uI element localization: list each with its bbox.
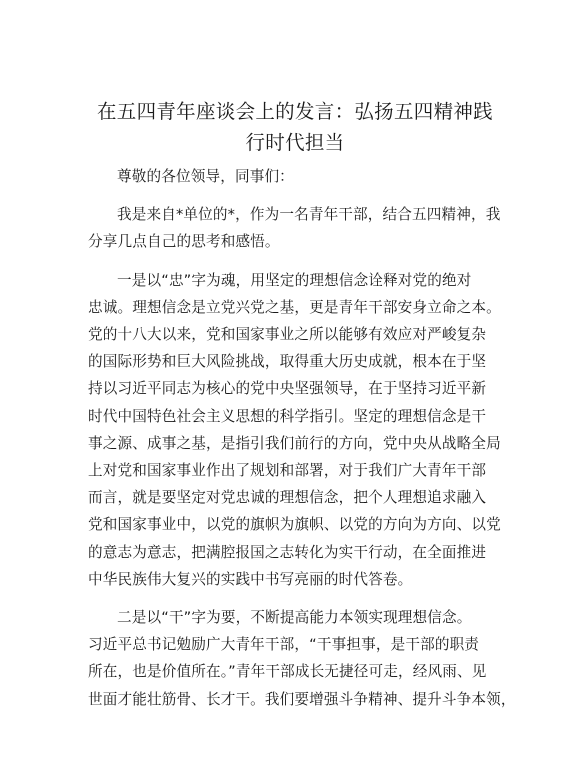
point-one-paragraph xyxy=(88,267,508,593)
paragraph-line: 的意志为意志，把满腔报国之志转化为实干行动，在全面推进 xyxy=(88,543,487,561)
paragraph-line: 持以习近平同志为核心的党中央坚强领导，在于坚持习近平新 xyxy=(88,380,487,398)
paragraph-line: 世面才能壮筋骨、长才干。我们要增强斗争精神、提升斗争本领， xyxy=(88,690,516,708)
salutation-paragraph xyxy=(88,163,508,190)
paragraph-line: 党和国家事业中，以党的旗帜为旗帜、以党的方向为方向、以党 xyxy=(88,516,501,534)
paragraph-line: 忠诚。理想信念是立党兴党之基，更是青年干部安身立命之本。 xyxy=(88,298,501,316)
paragraph-line: 我是来自*单位的*，作为一名青年干部，结合五四精神，我 xyxy=(117,206,501,224)
paragraph-line: 习近平总书记勉励广大青年干部，“干事担事，是干部的职责 xyxy=(88,636,480,654)
paragraph-line: 尊敬的各位领导，同事们： xyxy=(117,168,294,185)
paragraph-line: 中华民族伟大复兴的实践中书写亮丽的时代答卷。 xyxy=(88,570,413,588)
title-line: 在五四青年座谈会上的发言：弘扬五四精神践 xyxy=(96,100,493,123)
paragraph-line: 二是以“干”字为要，不断提高能力本领实现理想信念。 xyxy=(117,609,472,627)
point-two-paragraph xyxy=(88,604,516,713)
paragraph-line: 而言，就是要坚定对党忠诚的理想信念，把个人理想追求融入 xyxy=(88,489,487,507)
paragraph-line: 事之源、成事之基，是指引我们前行的方向，党中央从战略全局 xyxy=(88,434,501,452)
title-line: 行时代担当 xyxy=(245,131,345,154)
paragraph-line: 时代中国特色社会主义思想的科学指引。坚定的理想信念是干 xyxy=(88,407,487,425)
paragraph-line: 党的十八大以来，党和国家事业之所以能够有效应对严峻复杂 xyxy=(88,326,487,344)
paragraph-line: 一是以“忠”字为魂，用坚定的理想信念诠释对党的绝对 xyxy=(117,271,472,289)
paragraph-line: 的国际形势和巨大风险挑战，取得重大历史成就，根本在于坚 xyxy=(88,353,487,371)
document-body xyxy=(88,163,516,724)
intro-paragraph xyxy=(88,201,508,255)
document-title xyxy=(80,96,510,158)
paragraph-line: 所在，也是价值所在。”青年干部成长无捷径可走，经风雨、见 xyxy=(88,663,487,681)
paragraph-line: 分享几点自己的思考和感悟。 xyxy=(88,233,280,251)
paragraph-line: 上对党和国家事业作出了规划和部署，对于我们广大青年干部 xyxy=(88,462,487,480)
